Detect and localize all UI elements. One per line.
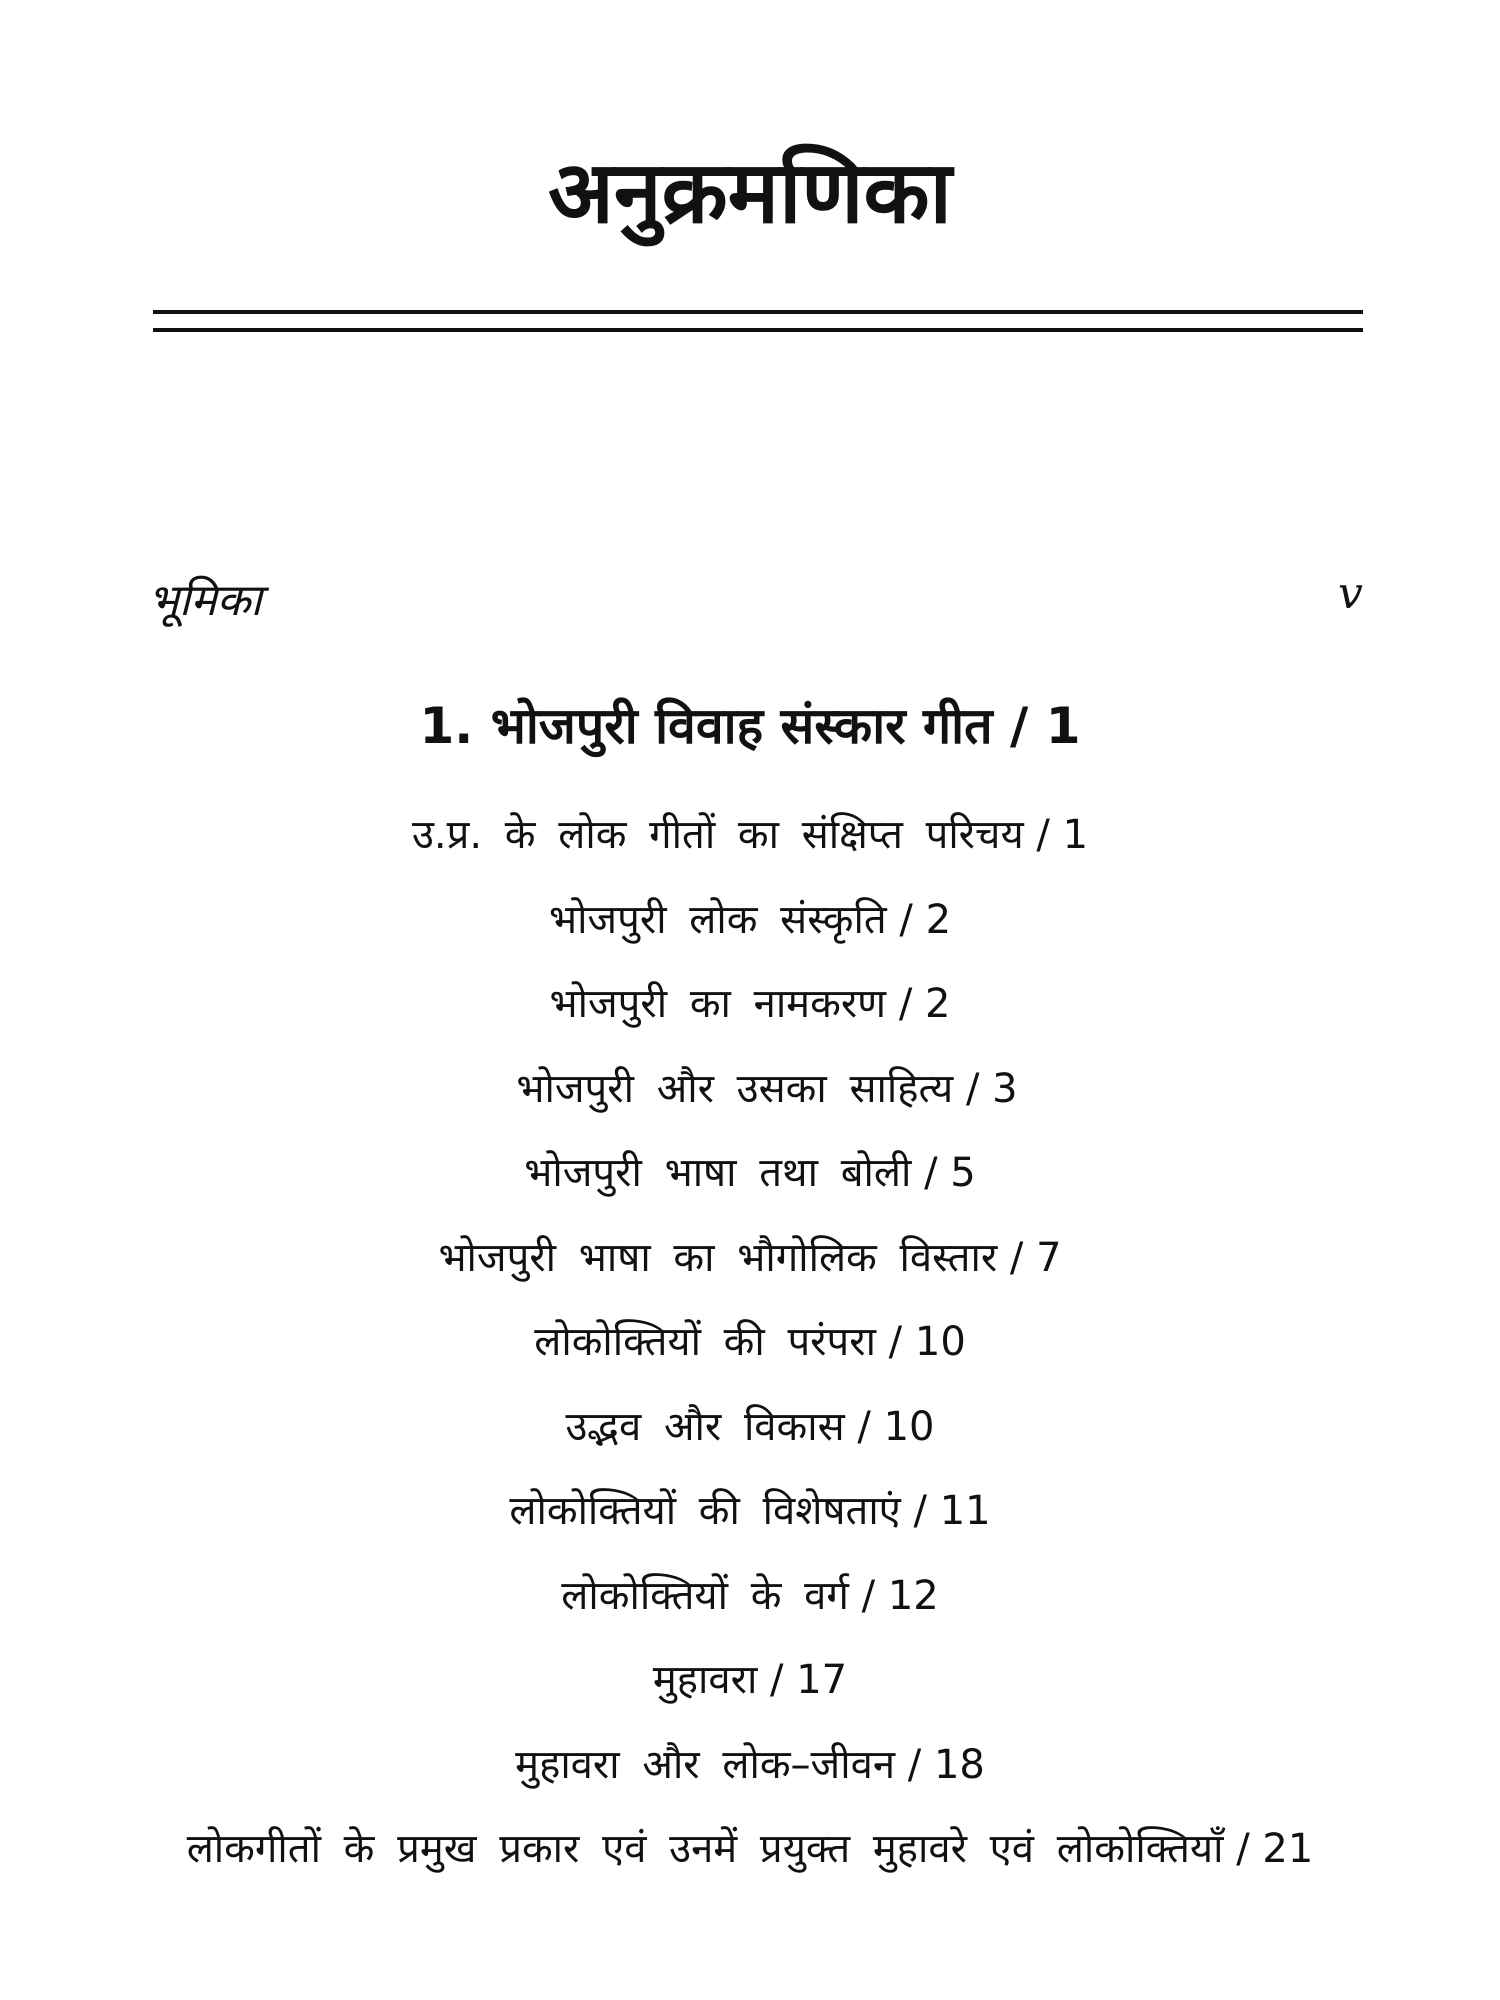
toc-entry-page: 21 (1262, 1826, 1314, 1872)
page-title: अनुक्रमणिका (548, 143, 952, 243)
toc-separator: / (886, 981, 926, 1027)
title-rule-bottom (153, 328, 1363, 332)
toc-separator: / (757, 1657, 797, 1703)
toc-entry (0, 1650, 1500, 1735)
toc-entry-label: मुहावरा (652, 1657, 758, 1703)
toc-entry-page: 2 (925, 981, 951, 1027)
toc-entry-page: 10 (883, 1403, 935, 1450)
chapter-heading: 1. भोजपुरी विवाह संस्कार गीत / 1 (419, 697, 1081, 755)
toc-separator: / (953, 1065, 993, 1112)
toc-separator: / (886, 896, 926, 943)
toc-entry-label: भोजपुरी और उसका साहित्य (516, 1065, 954, 1112)
toc-entry-label: भोजपुरी भाषा तथा बोली (524, 1150, 912, 1196)
toc-entry (0, 974, 1500, 1059)
toc-entry (0, 1566, 1500, 1651)
toc-entry-label: भोजपुरी भाषा का भौगोलिक विस्तार (438, 1234, 998, 1281)
toc-separator: / (844, 1403, 884, 1450)
preface-label: भूमिका (148, 575, 262, 626)
toc-list (0, 805, 1500, 1904)
toc-entry (0, 1397, 1500, 1482)
toc-separator: / (1223, 1826, 1263, 1872)
title-rule-top (153, 310, 1363, 314)
toc-entry (0, 1143, 1500, 1228)
toc-entry-page: 10 (914, 1319, 966, 1365)
toc-entry-label: मुहावरा और लोक–जीवन (515, 1741, 896, 1788)
toc-entry-page: 2 (925, 896, 952, 943)
toc-entry-page: 1 (1062, 812, 1089, 858)
toc-entry-label: लोकगीतों के प्रमुख प्रकार एवं उनमें प्रयुक्त मुहावरे एवं लोकोक्तियाँ (186, 1826, 1224, 1872)
toc-entry-page: 3 (992, 1065, 1018, 1112)
toc-separator: / (1023, 812, 1063, 858)
toc-entry (0, 1059, 1500, 1144)
toc-entry-page: 7 (1036, 1234, 1062, 1281)
toc-entry-label: भोजपुरी लोक संस्कृति (548, 896, 887, 943)
toc-entry-label: उद्भव और विकास (565, 1403, 845, 1450)
toc-entry-label: लोकोक्तियों के वर्ग (561, 1572, 849, 1619)
toc-entry (0, 1819, 1500, 1904)
toc-entry (0, 1228, 1500, 1313)
toc-entry-page: 18 (933, 1741, 985, 1788)
toc-entry-page: 5 (950, 1150, 976, 1196)
toc-entry-label: लोकोक्तियों की विशेषताएं (509, 1488, 901, 1534)
toc-separator: / (997, 1234, 1037, 1281)
toc-separator: / (848, 1572, 888, 1619)
toc-separator: / (895, 1741, 934, 1788)
toc-entry-page: 17 (796, 1657, 848, 1703)
toc-entry (0, 805, 1500, 890)
toc-entry-page: 11 (939, 1488, 991, 1534)
toc-entry (0, 1312, 1500, 1397)
toc-entry (0, 1735, 1500, 1820)
toc-entry (0, 890, 1500, 975)
toc-entry (0, 1481, 1500, 1566)
toc-entry-label: भोजपुरी का नामकरण (549, 981, 887, 1027)
toc-entry-label: उ.प्र. के लोक गीतों का संक्षिप्त परिचय (411, 812, 1024, 858)
preface-page-number: v (1338, 568, 1363, 619)
toc-separator: / (900, 1488, 940, 1534)
toc-separator: / (911, 1150, 951, 1196)
toc-separator: / (875, 1319, 915, 1365)
toc-entry-label: लोकोक्तियों की परंपरा (534, 1319, 876, 1365)
toc-entry-page: 12 (887, 1572, 939, 1619)
